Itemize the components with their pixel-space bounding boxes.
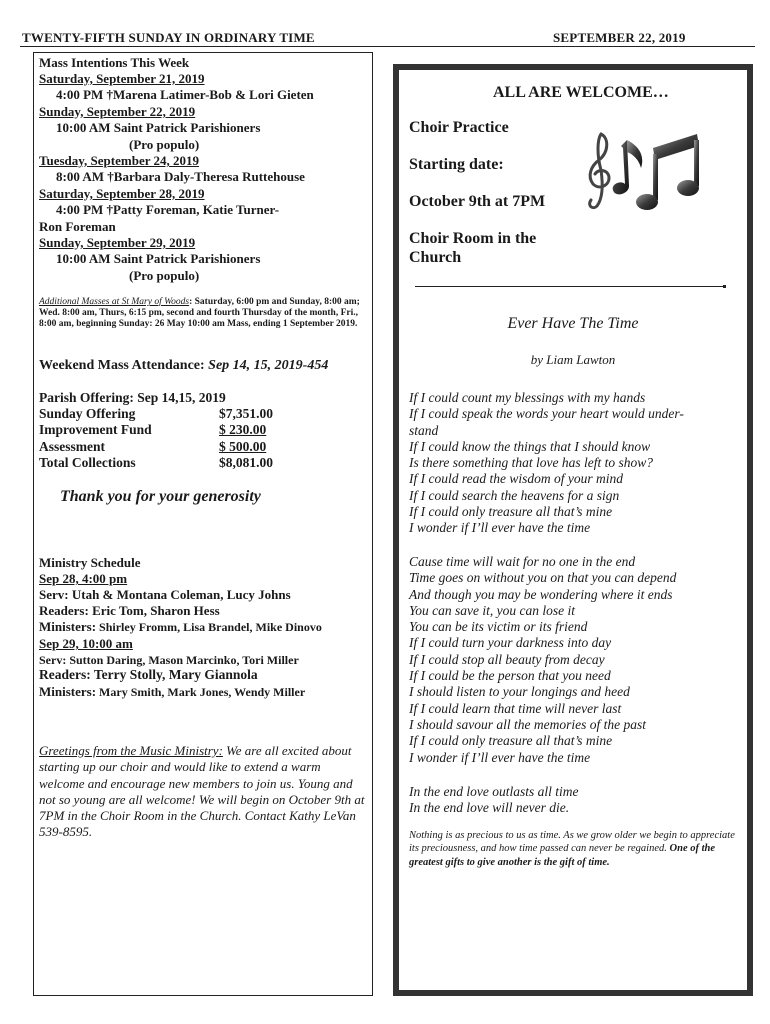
ministry-readers: Readers: Terry Stolly, Mary Giannola (39, 667, 258, 682)
intention-entry: 4:00 PM †Patty Foreman, Katie Turner- (56, 202, 280, 218)
poem-line: Cause time will wait for no one in the end (409, 554, 636, 569)
poem-line: If I could be the person that you need (409, 668, 611, 684)
poem-line: If I could know the things that I should know (409, 438, 651, 454)
attendance-label: Weekend Mass Attendance: (39, 358, 205, 373)
song-author: by Liam Lawton (530, 352, 616, 367)
offering-value: $8,081.00 (219, 454, 273, 470)
intention-entry: 4:00 PM †Marena Latimer-Bob & Lori Gieten (56, 87, 314, 103)
additional-masses (39, 297, 367, 330)
intention-date: Tuesday, September 24, 2019 (39, 153, 199, 168)
offering-table (39, 406, 289, 471)
greeting-text: We are all excited about starting up our choir and would like to extend a warm welcome and encourage new members to join us. Young and not so young are all welcome! We will begin on October 9th at 7PM in the Choir Room in the Church. Contact Kathy LeVan 539-8595. (39, 743, 365, 840)
intention-date: Sunday, September 22, 2019 (39, 103, 196, 119)
ministry-date: Sep 28, 4:00 pm (39, 571, 128, 586)
offering-label: Total Collections (39, 454, 136, 470)
bulletin-date: SEPTEMBER 22, 2019 (553, 30, 686, 45)
welcome-title: ALL ARE WELCOME… (493, 84, 669, 101)
music-notes-icon (579, 126, 709, 216)
header-rule (20, 46, 755, 47)
attendance-value: Sep 14, 15, 2019-454 (208, 358, 329, 373)
intention-date: Saturday, September 21, 2019 (39, 71, 205, 86)
choir-location: Choir Room in the (409, 230, 537, 247)
offering-label: Assessment (39, 438, 105, 454)
offering-value: $ 230.00 (219, 422, 267, 438)
additional-masses-text: : Saturday, 6:00 pm and Sunday, 8:00 am; Wed. 8:00 am, Thurs, 6:15 pm, second and fourth Thursday of the month, Fri., 8:00 am, beginning Sunday: 26 May 10:00 am Mass, ending 1 September 2019. (39, 297, 360, 329)
poem-line: If I could stop all beauty from decay (409, 651, 605, 667)
poem-line: In the end love will never die. (409, 800, 570, 816)
ministry-ministers: Ministers: Mary Smith, Mark Jones, Wendy Miller (39, 684, 306, 699)
section-divider (415, 286, 724, 287)
welcome-frame (393, 64, 753, 996)
poem-line: If I could only treasure all that’s mine (409, 504, 613, 520)
intention-note: (Pro populo) (129, 136, 200, 152)
intention-entry: 10:00 AM Saint Patrick Parishioners (56, 251, 261, 267)
offering-label: Sunday Offering (39, 406, 136, 421)
mass-intentions-heading: Mass Intentions This Week (39, 55, 190, 70)
poem-stanza-3 (409, 784, 739, 817)
poem-line: If I could count my blessings with my hands (409, 390, 646, 405)
poem-line: I should savour all the memories of the past (409, 716, 646, 732)
poem-line: stand (409, 422, 439, 438)
poem-line: You can be its victim or its friend (409, 619, 588, 635)
poem-line: If I could only treasure all that’s mine (409, 733, 613, 749)
intention-date: Saturday, September 28, 2019 (39, 185, 205, 201)
poem-line: Time goes on without you on that you can depend (409, 570, 677, 586)
ministry-heading: Ministry Schedule (39, 555, 141, 570)
poem-stanza-2 (409, 554, 739, 766)
poem-line: You can save it, you can lose it (409, 602, 575, 618)
poem-line: I wonder if I’ll ever have the time (409, 749, 591, 765)
ministry-servers: Serv: Utah & Montana Coleman, Lucy Johns (39, 587, 291, 602)
additional-masses-link: Additional Masses at St Mary of Woods (39, 297, 190, 307)
poem-stanza-1 (409, 390, 739, 537)
poem-line: I wonder if I’ll ever have the time (409, 520, 591, 536)
poem-line: If I could turn your darkness into day (409, 635, 612, 651)
ministry-date: Sep 29, 10:00 am (39, 636, 133, 651)
closing-note-text: Nothing is as precious to us as time. As we grow older we begin to appreciate its preciousness, and how time passed can never be regained. (409, 830, 735, 855)
intention-note: (Pro populo) (129, 267, 200, 283)
greeting-lead: Greetings from the Music Ministry: (39, 743, 223, 758)
intention-date: Sunday, September 29, 2019 (39, 235, 196, 250)
poem-line: In the end love outlasts all time (409, 784, 579, 799)
ministry-readers: Readers: Eric Tom, Sharon Hess (39, 603, 220, 618)
poem-line: If I could speak the words your heart would under- (409, 406, 684, 422)
offering-value: $ 500.00 (219, 438, 267, 454)
bulletin-occasion: TWENTY-FIFTH SUNDAY IN ORDINARY TIME (22, 30, 315, 45)
song-title: Ever Have The Time (507, 315, 639, 332)
mass-attendance (39, 358, 328, 374)
left-column (33, 52, 373, 996)
intention-entry: 10:00 AM Saint Patrick Parishioners (56, 120, 261, 136)
music-ministry-greeting (39, 743, 369, 841)
poem-line: I should listen to your longings and heed (409, 684, 630, 700)
poem-line: If I could search the heavens for a sign (409, 487, 620, 503)
poem-line: If I could read the wisdom of your mind (409, 471, 623, 487)
intention-entry: 8:00 AM †Barbara Daly-Theresa Ruttehouse (56, 169, 305, 185)
poem-line: If I could learn that time will never last (409, 700, 622, 716)
offering-value: $7,351.00 (219, 406, 273, 421)
thanks-message: Thank you for your generosity (60, 488, 261, 505)
ministry-servers: Serv: Sutton Daring, Mason Marcinko, Tori Miller (39, 653, 299, 667)
poem-line: Is there something that love has left to show? (409, 455, 653, 471)
starting-date-label: Starting date: (409, 156, 504, 173)
offering-label: Improvement Fund (39, 422, 152, 438)
poem-line: And though you may be wondering where it ends (409, 586, 673, 602)
choir-date: October 9th at 7PM (409, 193, 546, 210)
closing-note (409, 829, 739, 869)
ministry-ministers: Ministers: Shirley Fromm, Lisa Brandel, Mike Dinovo (39, 619, 322, 634)
choir-practice-label: Choir Practice (409, 119, 509, 136)
intention-entry: Ron Foreman (39, 218, 116, 234)
offering-heading: Parish Offering: Sep 14,15, 2019 (39, 390, 226, 405)
closing-note-bold: One of the greatest gifts to give another is the gift of time. (409, 843, 716, 868)
choir-location-2: Church (409, 249, 462, 266)
